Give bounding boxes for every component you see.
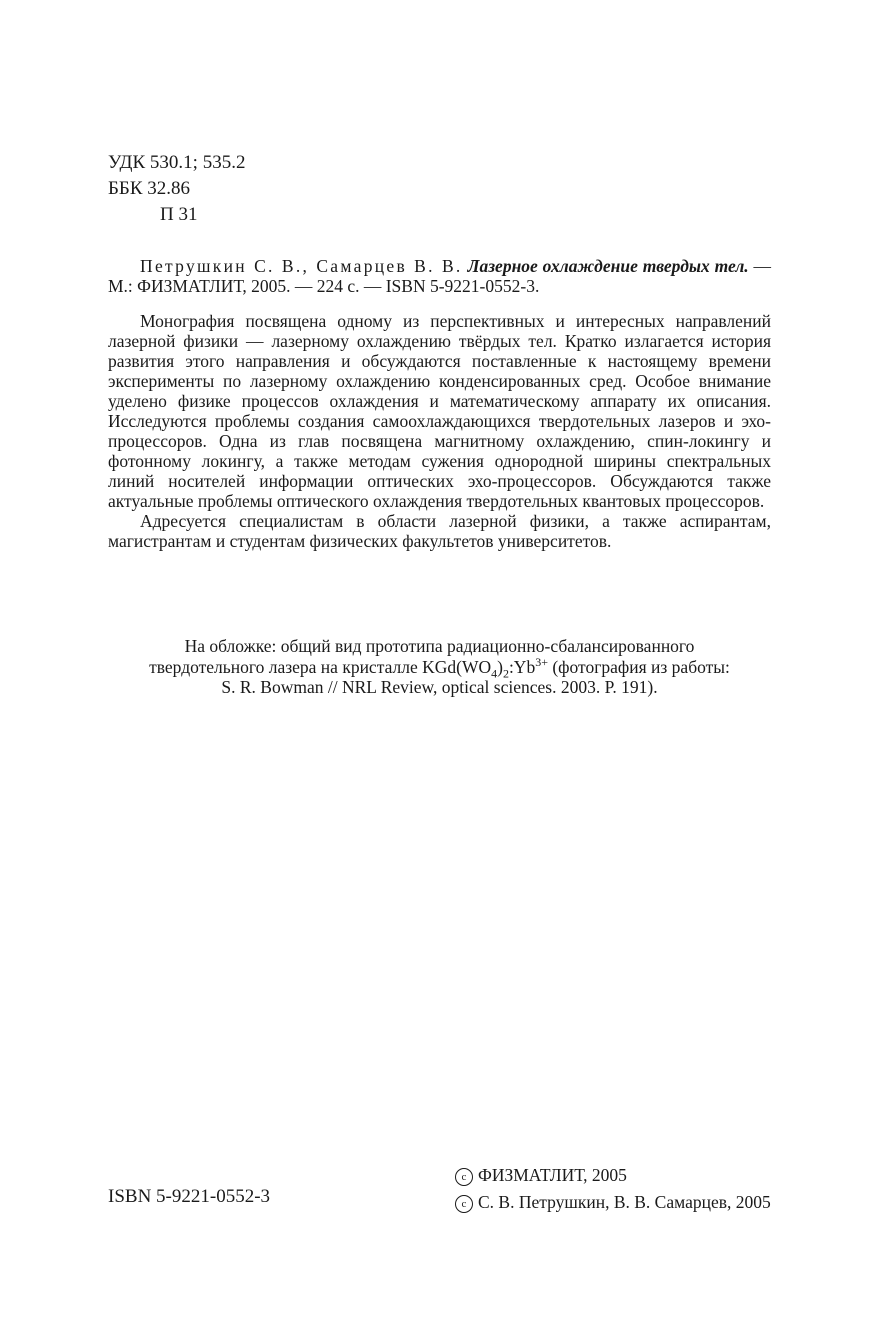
book-title: Лазерное охлаждение твердых тел. xyxy=(467,256,749,276)
cover-note-text: :Yb xyxy=(508,656,536,677)
copyright-icon: c xyxy=(455,1168,473,1186)
cover-note-line: S. R. Bowman // NRL Review, optical sciences. 2003. P. 191). xyxy=(221,677,658,697)
author-mark: П 31 xyxy=(160,204,198,225)
publication-info: — М.: ФИЗМАТЛИТ, 2005. — 224 с. — ISBN 5-9221-0552-3. xyxy=(108,256,772,296)
subscript: 4 xyxy=(491,666,498,680)
abstract-paragraph: Адресуется специалистам в области лазерной физики, а также аспирантам, магистрантам и студентам физических факультетов университетов. xyxy=(108,511,771,551)
copyright-holder: С. В. Петрушкин, В. В. Самарцев, 2005 xyxy=(478,1192,771,1212)
copyright-holder: ФИЗМАТЛИТ, 2005 xyxy=(478,1165,627,1185)
cover-note-text: (фотография из работы: xyxy=(547,656,730,677)
abstract xyxy=(108,311,771,551)
superscript: 3+ xyxy=(535,654,548,669)
paren: ) xyxy=(497,656,503,677)
copyright-block xyxy=(455,1162,771,1216)
copyright-line xyxy=(455,1189,771,1216)
bibliographic-record xyxy=(108,256,771,296)
isbn: ISBN 5-9221-0552-3 xyxy=(108,1186,271,1207)
bbk-code: ББК 32.86 xyxy=(108,178,190,199)
subscript: 2 xyxy=(502,666,509,680)
classification-block xyxy=(108,150,245,228)
cover-note xyxy=(108,636,771,698)
cover-note-line xyxy=(108,654,771,680)
authors: Петрушкин С. В., Самарцев В. В. xyxy=(140,256,463,276)
udc-code: УДК 530.1; 535.2 xyxy=(108,152,246,173)
copyright-icon: c xyxy=(455,1195,473,1213)
cover-note-text: твердотельного лазера на кристалле KGd(WO xyxy=(149,656,492,677)
copyright-line xyxy=(455,1162,771,1189)
cover-note-line: На обложке: общий вид прототипа радиационно-сбалансированного xyxy=(184,636,695,656)
abstract-paragraph: Монография посвящена одному из перспективных и интересных направлений лазерной физики — лазерному охлаждению твёрдых тел. Кратко излагается история развития этого направления и обсуждаются поставленные к настоящему времени эксперименты по лазерному охлаждению конденсированных сред. Особое внимание уделено физике процессов охлаждения и математическому аппарату их описания. Исследуются проблемы создания самоохлаждающихся твердотельных лазеров и эхо-процессоров. Одна из глав посвящена магнитному охлаждению, спин-локингу и фотонному локингу, а также методам сужения однородной ширины спектральных линий носителей информации оптических эхо-процессоров. Обсуждаются также актуальные проблемы оптического охлаждения твердотельных квантовых процессоров. xyxy=(108,311,771,511)
